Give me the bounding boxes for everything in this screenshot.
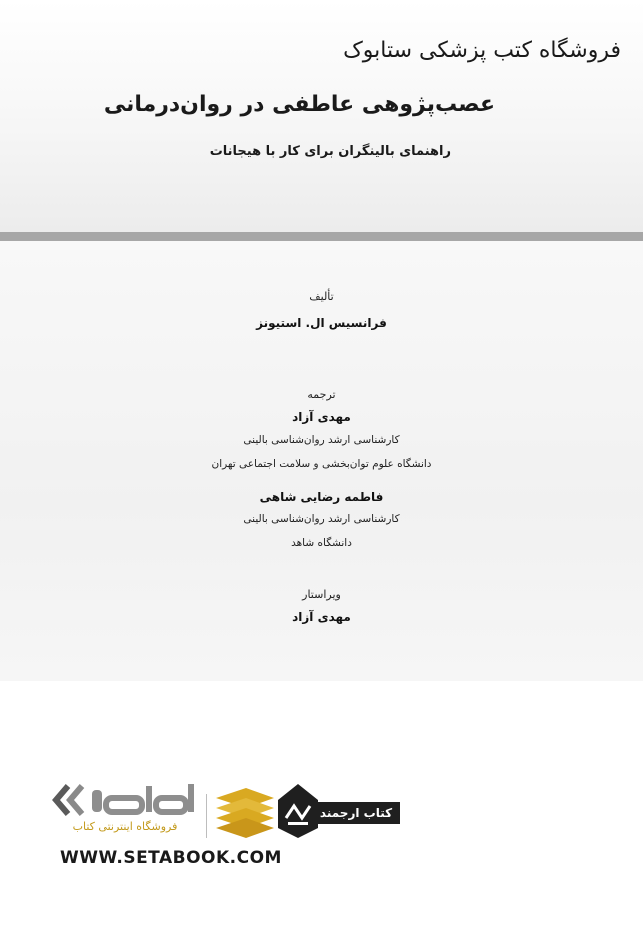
divider-bar: [0, 232, 643, 241]
logo-tagline: فروشگاه اینترنتی کتاب: [72, 820, 178, 833]
translator-degree: کارشناسی ارشد روان‌شناسی بالینی: [243, 434, 400, 446]
logo-divider: [206, 794, 207, 838]
store-name: فروشگاه کتب پزشکی ستابوک: [343, 38, 621, 63]
translator-name: مهدی آزاد: [292, 410, 351, 424]
editor-name: مهدی آزاد: [292, 610, 351, 624]
author-label: تألیف: [309, 290, 334, 303]
website-url[interactable]: WWW.SETABOOK.COM: [60, 848, 282, 868]
editor-label: ویراستار: [302, 588, 341, 601]
setabook-logo-icon: [50, 780, 200, 820]
book-subtitle: راهنمای بالینگران برای کار با هیجانات: [209, 144, 451, 159]
book-title: عصب‌پژوهی عاطفی در روان‌درمانی: [103, 92, 495, 117]
translator-affiliation: دانشگاه شاهد: [291, 537, 352, 549]
translation-label: ترجمه: [307, 388, 336, 401]
author-name: فرانسیس ال. استیونز: [256, 316, 387, 330]
footer-logos: [50, 780, 610, 910]
books-stack-icon: [212, 784, 278, 838]
publisher-label: کتاب ارجمند: [312, 802, 400, 824]
translator-name: فاطمه رضایی شاهی: [259, 490, 384, 504]
translator-affiliation: دانشگاه علوم توان‌بخشی و سلامت اجتماعی تهران: [211, 458, 432, 470]
translator-degree: کارشناسی ارشد روان‌شناسی بالینی: [243, 513, 400, 525]
